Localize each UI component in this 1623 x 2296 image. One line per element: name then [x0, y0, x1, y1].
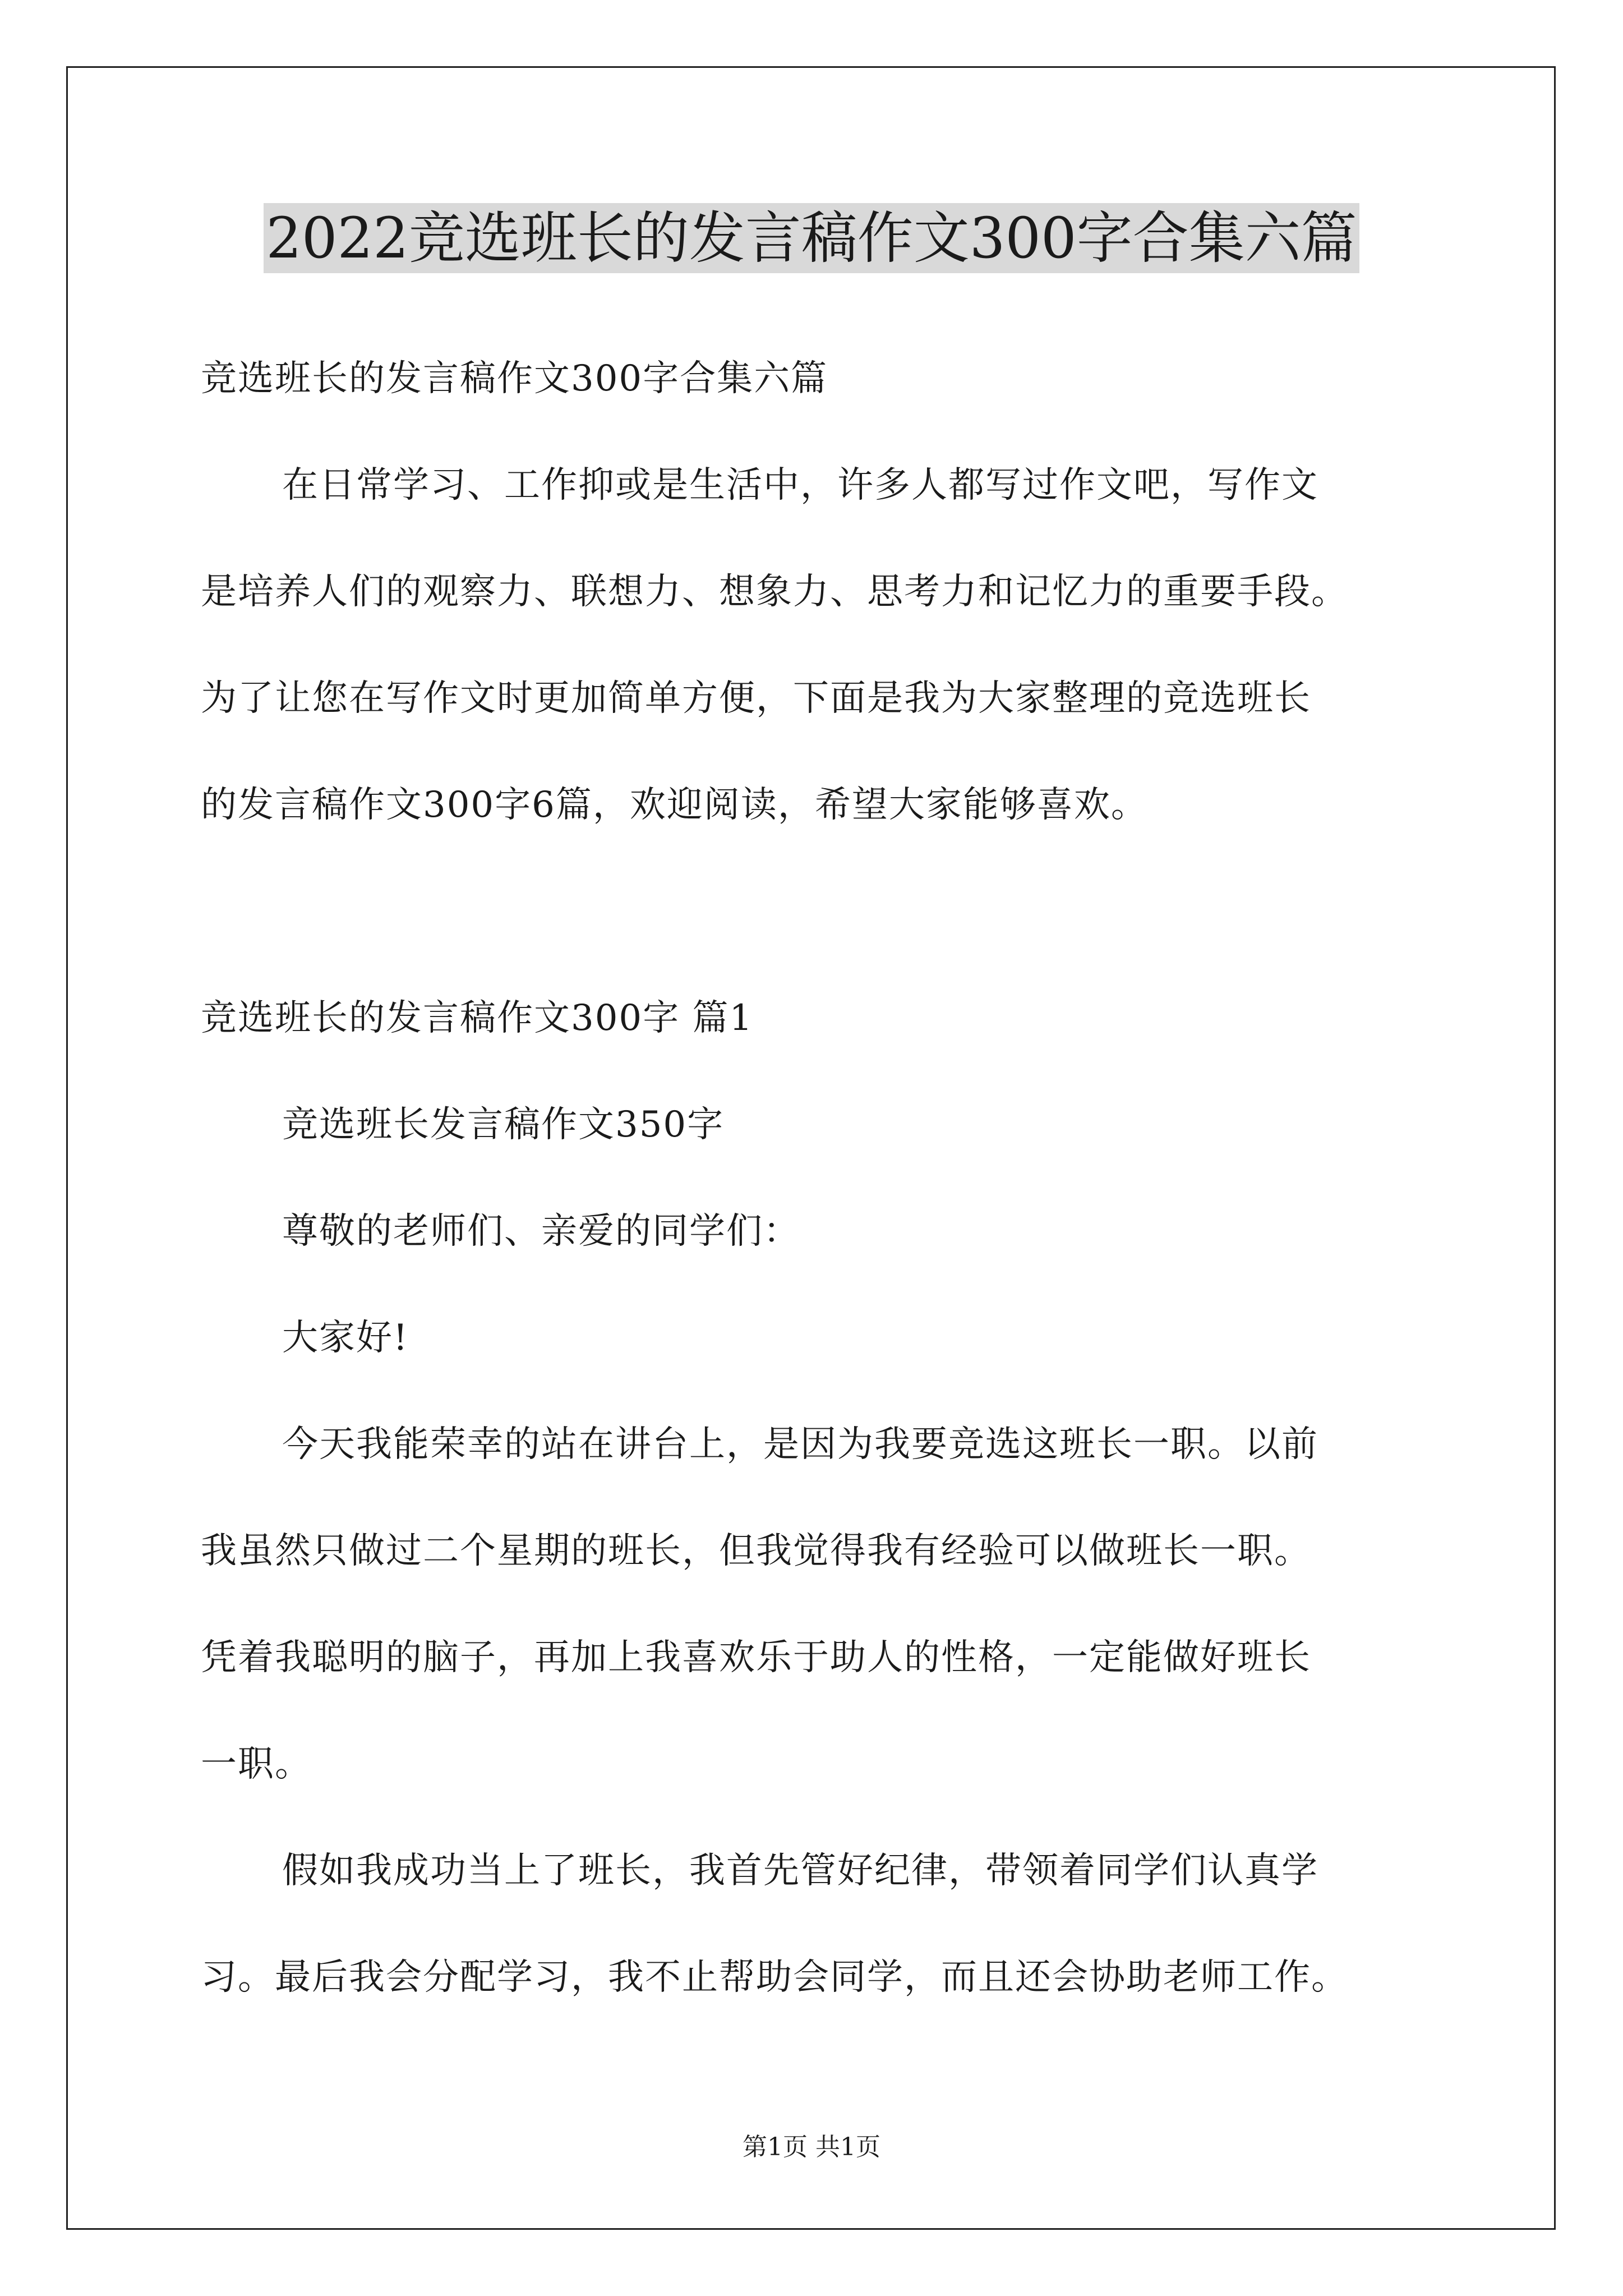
body-line: 习。最后我会分配学习，我不止帮助会同学，而且还会协助老师工作。: [201, 1957, 1348, 1998]
greeting-line: 大家好!: [282, 1317, 409, 1359]
body-line: 凭着我聪明的脑子，再加上我喜欢乐于助人的性格，一定能做好班长: [201, 1637, 1311, 1678]
body-line: 一职。: [201, 1743, 312, 1785]
body-line: 假如我成功当上了班长，我首先管好纪律，带领着同学们认真学: [282, 1850, 1318, 1892]
intro-line: 在日常学习、工作抑或是生活中，许多人都写过作文吧，写作文: [282, 464, 1318, 506]
salutation-line: 尊敬的老师们、亲爱的同学们：: [282, 1211, 800, 1252]
body-line: 我虽然只做过二个星期的班长，但我觉得我有经验可以做班长一职。: [201, 1530, 1311, 1572]
document-title: [0, 202, 1623, 275]
page-footer: 第1页 共1页: [743, 2133, 880, 2161]
essay-title-line: 竞选班长发言稿作文350字: [282, 1104, 725, 1145]
intro-line: 的发言稿作文300字6篇，欢迎阅读，希望大家能够喜欢。: [201, 784, 1148, 826]
intro-line: 是培养人们的观察力、联想力、想象力、思考力和记忆力的重要手段。: [201, 571, 1348, 613]
intro-line: 为了让您在写作文时更加简单方便，下面是我为大家整理的竞选班长: [201, 678, 1311, 719]
body-line: 今天我能荣幸的站在讲台上，是因为我要竞选这班长一职。以前: [282, 1424, 1318, 1465]
subtitle-line: 竞选班长的发言稿作文300字合集六篇: [201, 358, 828, 399]
document-title-text: 2022竞选班长的发言稿作文300字合集六篇: [264, 203, 1359, 273]
section-heading: 竞选班长的发言稿作文300字 篇1: [201, 997, 754, 1039]
